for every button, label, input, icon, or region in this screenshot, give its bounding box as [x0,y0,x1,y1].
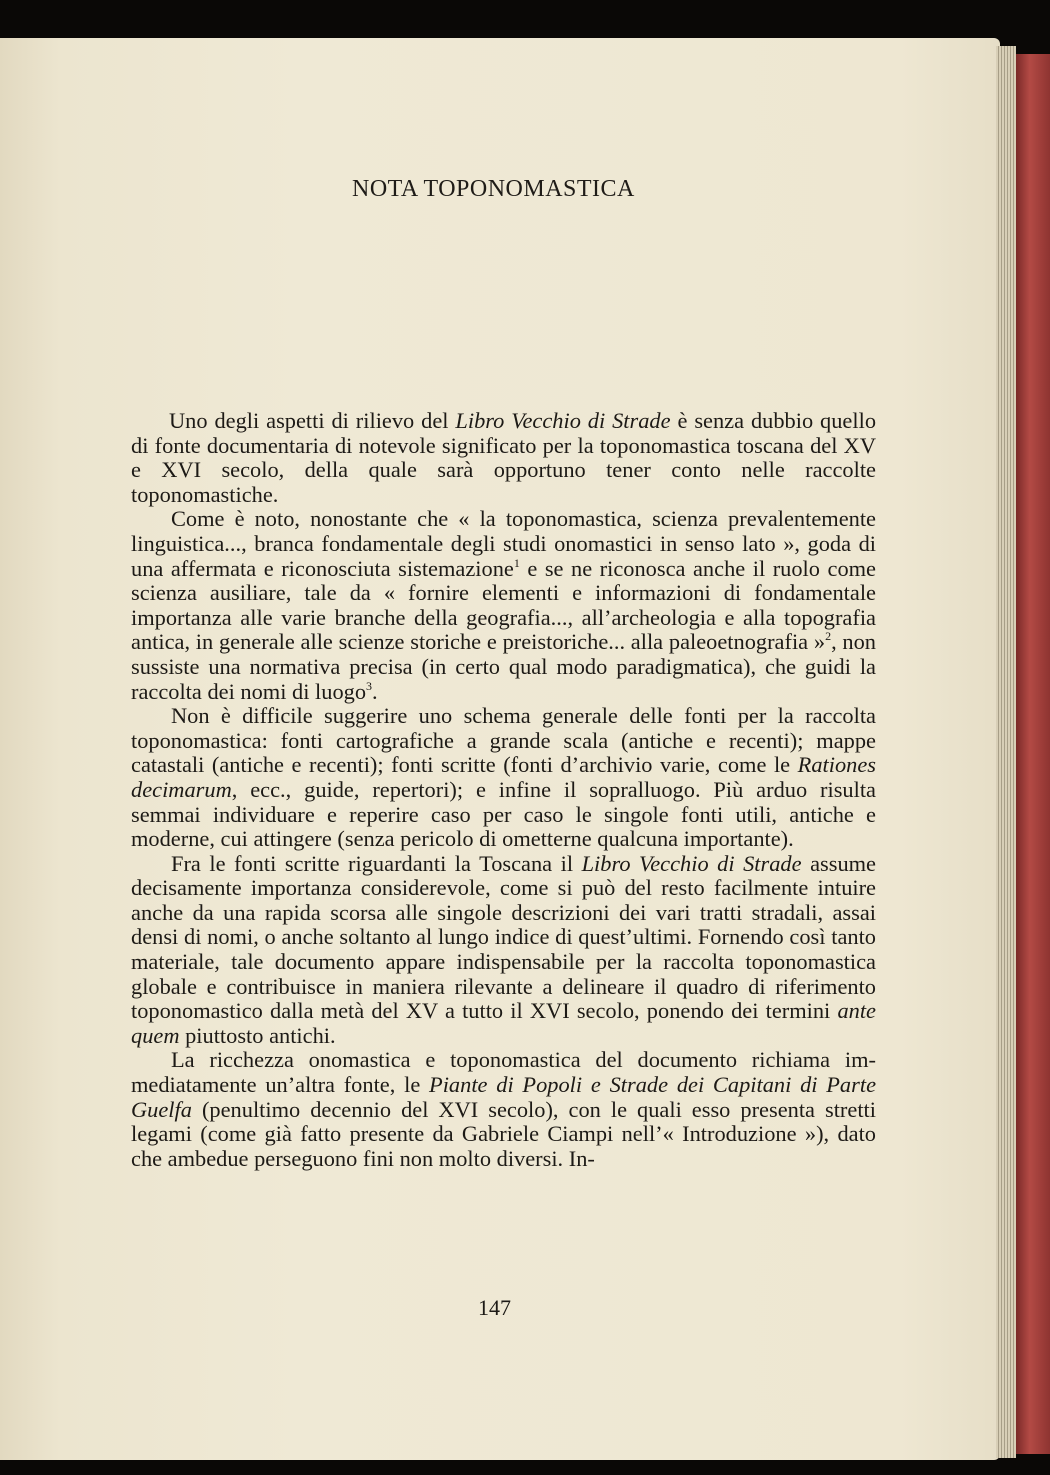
page-title: NOTA TOPONOMASTICA [352,176,635,202]
text-run: Uno degli aspetti di rilievo del [169,408,456,433]
text-run: piuttosto antichi. [179,1022,336,1048]
text-run: e se ne riconosca anche il ruolo come scienza ausiliare, tale da « fornire elementi e informazioni di fondamentale importanza alle varie branche della geografia..., all’archeologia e alla topografia antica, in generale alle scienze storiche e preistoriche... alla paleoetnografia » [131,555,876,655]
text-run: La ricchezza onomastica e toponomastica del documento richiama immediatamente un’altra fonte, le [131,1047,876,1098]
text-run: Come è noto, nonostante che « la toponomastica, scienza prevalentemente linguistica..., branca fondamentale degli studi onomastici in senso lato », goda di una affermata e riconosciuta sistemazione [131,506,876,581]
text-run: Fra le fonti scritte riguardanti la Toscana il [171,850,582,876]
italic-title: Rationes decimarum [131,752,876,802]
italic-title: Libro Vecchio di Strade [581,850,802,876]
italic-title: Libro Vecchio di Strade [455,408,671,433]
text-run: (penultimo decennio del XVI secolo), con le quali esso presenta stretti legami (come già fatto presente da Gabriele Ciampi nell’« Introduzione »), dato che ambedue perseguono fini non molto diversi. In- [131,1096,876,1171]
italic-title: Piante di Popoli e Strade dei Capitani di Parte Guelfa [131,1072,877,1122]
italic-title: ante quem [131,998,876,1048]
footnote-marker: 3 [366,678,373,693]
text-run: . [372,678,378,704]
page-stack-edge [996,46,1016,1458]
book-cover-edge [1016,54,1050,1454]
text-run: assume decisamente importanza considerevole, come si può del resto facilmente intuire anche da una rapida scorsa alle singole descrizioni dei vari tratti stradali, assai densi di nomi, o anche soltanto al lungo indice di quest’ultimi. Fornendo così tanto materiale, tale documento appare indispensabile per la raccolta toponomastica globale e contribuisce in maniera rilevante a delineare il quadro di riferimento toponomastico dalla metà del XV a tutto il XVI secolo, ponendo dei termini [131,850,876,1024]
footnote-marker: 1 [513,555,520,570]
paragraph [131,704,876,852]
text-run: , ecc., guide, repertori); e infine il sopralluogo. Più arduo risulta semmai individuare e reperire caso per caso le singole fonti utili, antiche e moderne, cui attingere (senza pericolo di ometterne qualcuna importante). [131,776,876,852]
text-run: , non sussiste una normativa precisa (in certo qual modo paradigmatica), che guidi la raccolta dei nomi di luogo [131,629,876,704]
text-run: è senza dubbio quello di fonte documentaria di notevole significato per la toponomastica toscana del XV e XVI secolo, della quale sarà opportuno tener conto nelle raccolte toponomastiche. [131,408,877,507]
paragraph [131,1048,876,1171]
paragraph [131,852,876,1049]
page-number: 147 [478,1295,511,1320]
text-run: Non è difficile suggerire uno schema generale delle fonti per la raccolta toponomastica: fonti cartografiche a grande scala (antiche e recenti); mappe catastali (antiche e recenti); fonti scritte (fonti d’archivio varie, come le [131,703,876,778]
footnote-marker: 2 [825,629,832,644]
body-text [131,409,876,1171]
paragraph [131,409,876,507]
paragraph [131,507,876,704]
